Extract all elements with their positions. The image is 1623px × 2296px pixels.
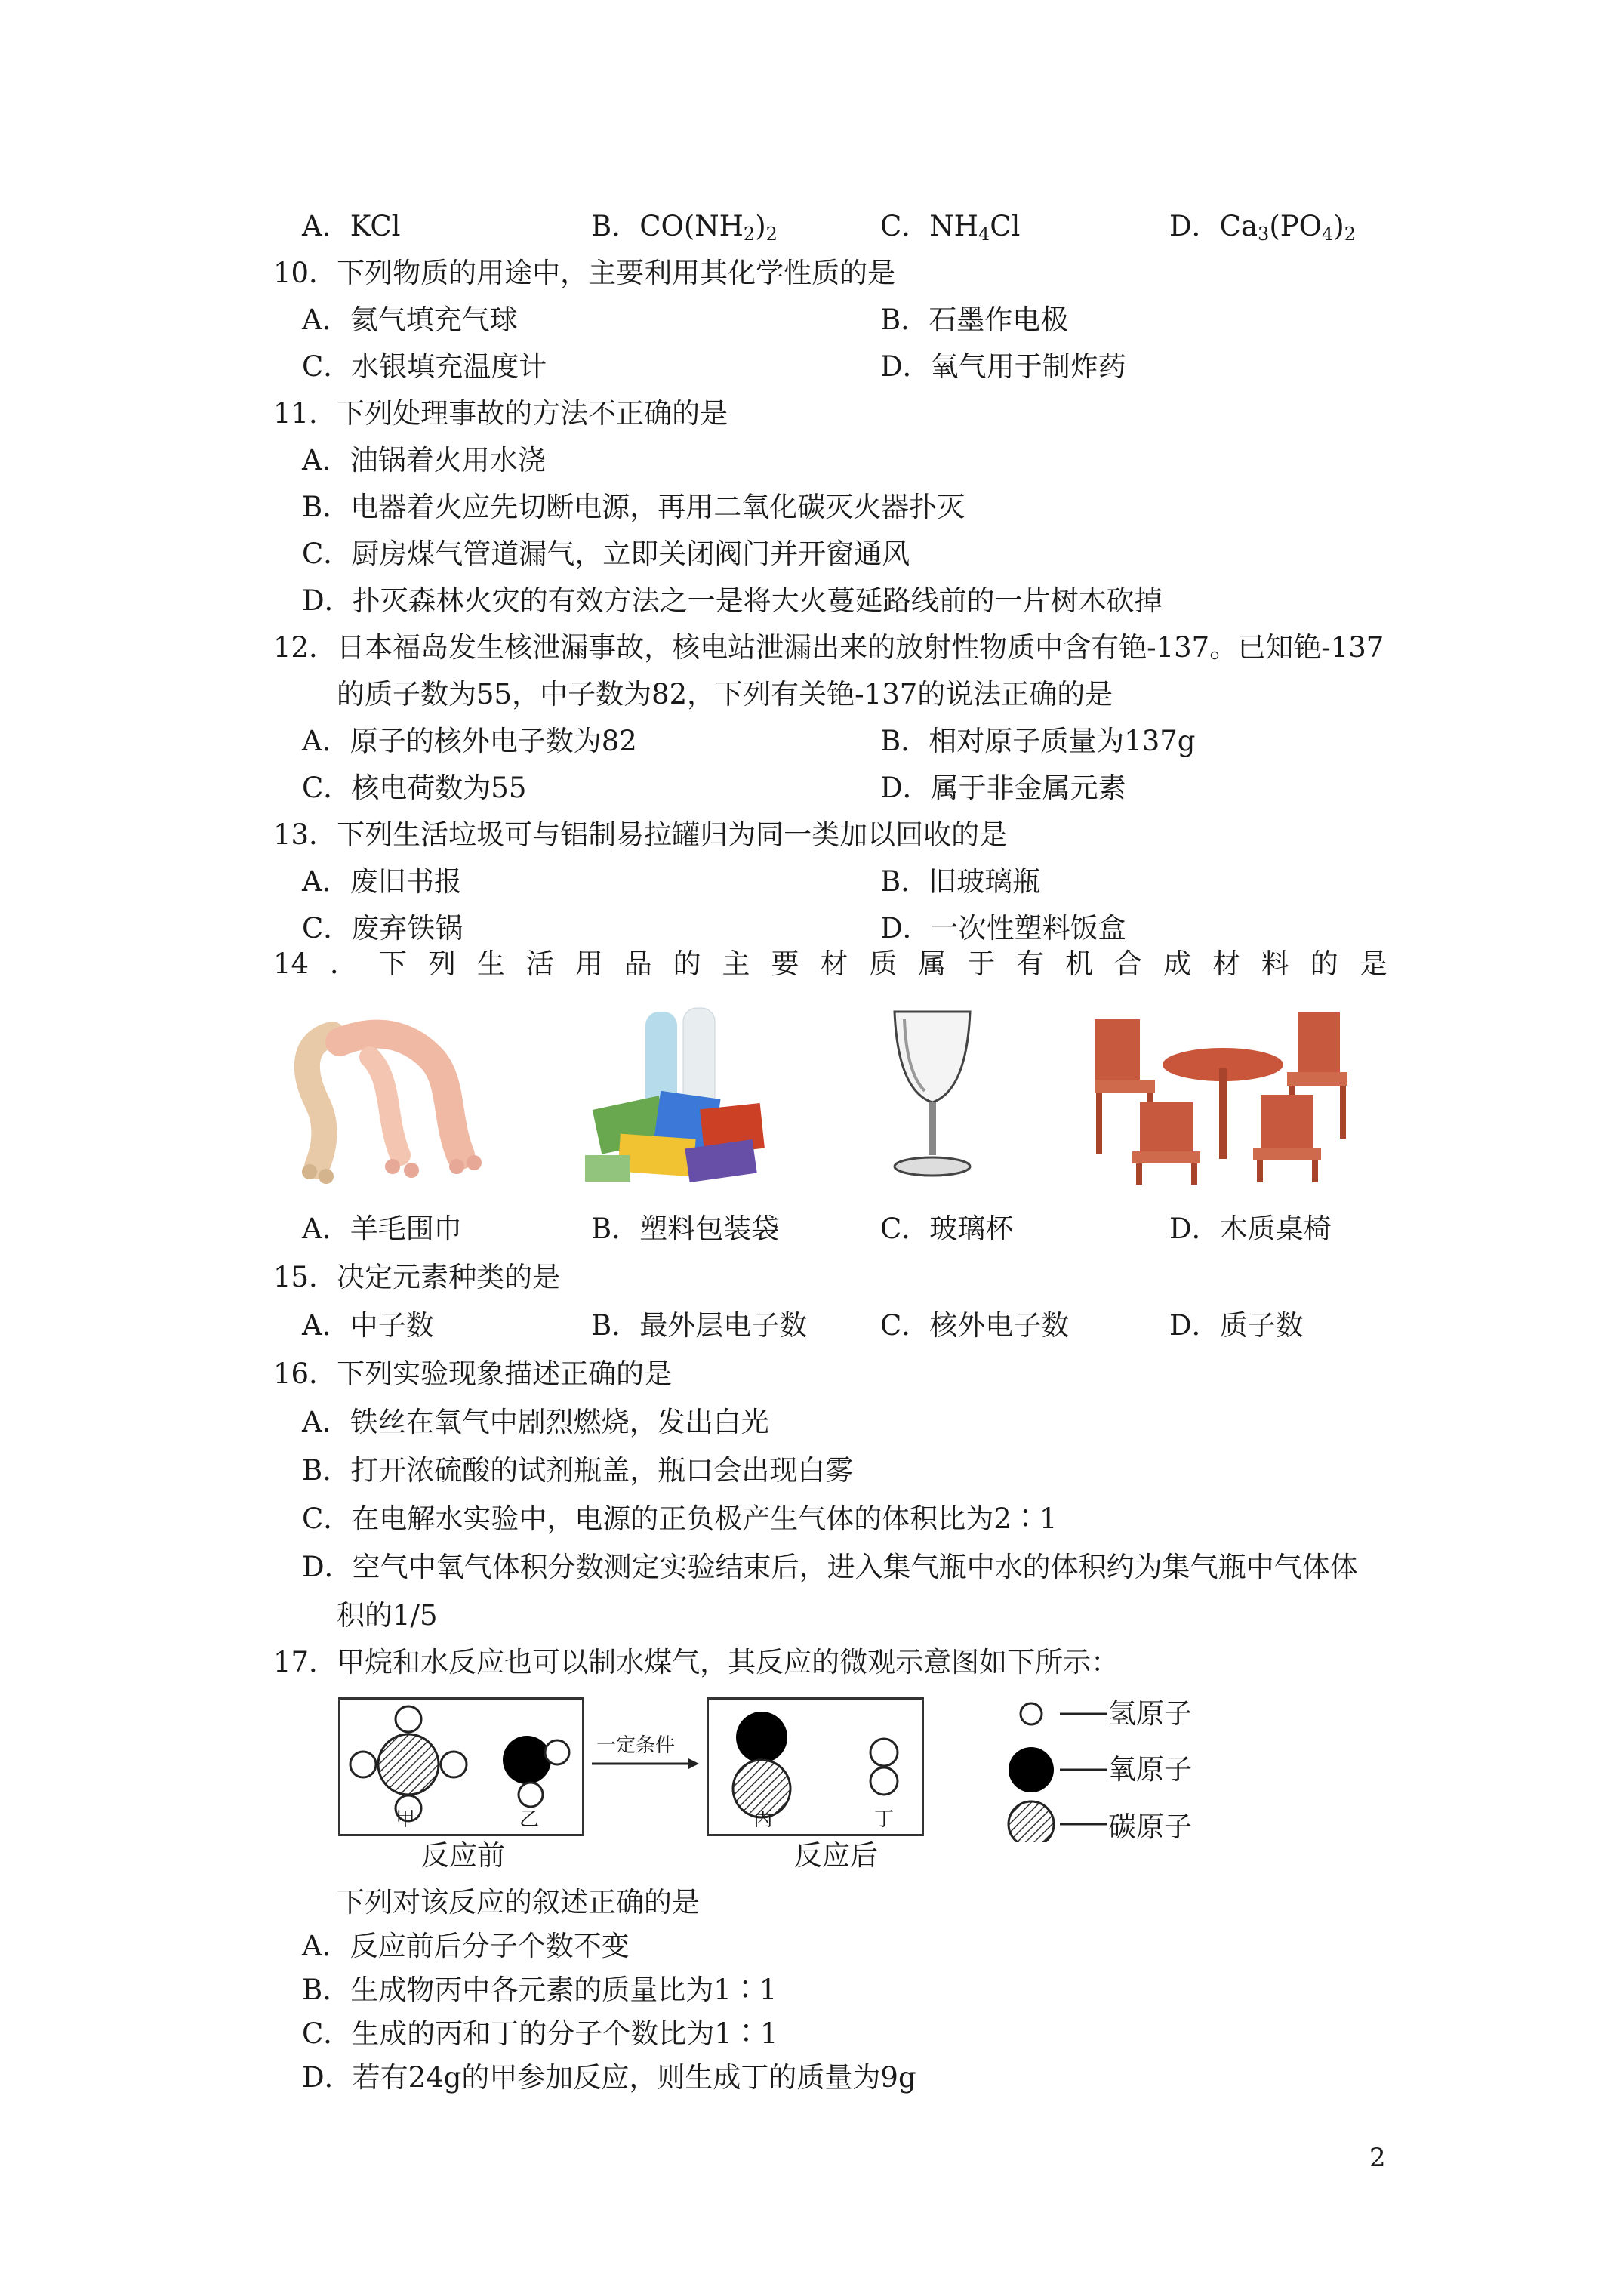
- wool-scarf-image: [287, 1012, 491, 1185]
- q14-char: 材: [1212, 948, 1240, 980]
- q15-option-b: B．最外层电子数: [591, 1309, 808, 1342]
- q14-char: 合: [1114, 948, 1143, 980]
- q14-char: 质: [869, 948, 898, 980]
- q14-char: 成: [1163, 948, 1191, 980]
- q14-char: 品: [624, 948, 652, 980]
- carbon-legend-icon: [1009, 1801, 1054, 1842]
- q16-option-d-line2: 积的1/5: [337, 1599, 438, 1632]
- q17-stem: 17．甲烷和水反应也可以制水煤气，其反应的微观示意图如下所示：: [273, 1646, 1119, 1678]
- label-yi: 乙: [519, 1808, 540, 1831]
- oxygen-atom: [736, 1712, 787, 1763]
- q14-char: 用: [574, 948, 603, 980]
- q12-stem-line1: 12．日本福岛发生核泄漏事故，核电站泄漏出来的放射性物质中含有铯-137。已知铯-137: [273, 631, 1384, 664]
- q16-option-c: C．在电解水实验中，电源的正负极产生气体的体积比为2∶1: [302, 1502, 1058, 1535]
- label-jia: 甲: [396, 1808, 416, 1831]
- q9-option-b: B．$CO(NH_2)_2$: [591, 210, 778, 245]
- q16-option-a: A．铁丝在氧气中剧烈燃烧，发出白光: [302, 1406, 769, 1438]
- q17-option-b: B．生成物丙中各元素的质量比为1∶1: [302, 1974, 778, 2006]
- q14-char: 主: [722, 948, 750, 980]
- q14-char: 生: [476, 948, 505, 980]
- q12-option-b: B．相对原子质量为137g: [880, 725, 1196, 757]
- q14-option-b: B．塑料包装袋: [591, 1213, 780, 1245]
- carbon-atom: [378, 1734, 439, 1795]
- q9-option-a: A．KCl: [302, 210, 401, 242]
- oxygen-legend-icon: [1009, 1747, 1054, 1792]
- q17-option-c: C．生成的丙和丁的分子个数比为1∶1: [302, 2017, 778, 2050]
- q14-stem: [273, 945, 1387, 983]
- q13-stem: 13．下列生活垃圾可与铝制易拉罐归为同一类加以回收的是: [273, 818, 1008, 851]
- q17-option-d: D．若有24g的甲参加反应，则生成丁的质量为9g: [302, 2061, 916, 2094]
- q14-char: 属: [918, 948, 947, 980]
- q10-option-c: C．水银填充温度计: [302, 350, 547, 383]
- q14-char: 的: [673, 948, 701, 980]
- q14-option-a: A．羊毛围巾: [302, 1213, 462, 1245]
- q15-option-a: A．中子数: [302, 1309, 434, 1342]
- label-ding: 丁: [874, 1808, 895, 1831]
- q13-option-c: C．废弃铁锅: [302, 912, 463, 945]
- q14-char: 料: [1261, 948, 1289, 980]
- q14-char: 列: [427, 948, 456, 980]
- plastic-bags-image: [574, 1004, 778, 1189]
- q10-option-b: B．石墨作电极: [880, 304, 1069, 336]
- q14-char: 的: [1310, 948, 1338, 980]
- hydrogen-legend-icon: [1021, 1703, 1042, 1724]
- q16-option-b: B．打开浓硫酸的试剂瓶盖，瓶口会出现白雾: [302, 1454, 854, 1487]
- q14-char: 于: [967, 948, 996, 980]
- q14-char: 有: [1016, 948, 1045, 980]
- hydrogen-atom: [870, 1767, 898, 1795]
- q11-option-b: B．电器着火应先切断电源，再用二氧化碳灭火器扑灭: [302, 491, 965, 523]
- q14-option-c: C．玻璃杯: [880, 1213, 1014, 1245]
- label-bing: 丙: [753, 1808, 774, 1831]
- q12-option-c: C．核电荷数为55: [302, 772, 527, 804]
- q14-char: 是: [1359, 948, 1387, 980]
- legend-oxygen: 氧原子: [1108, 1753, 1192, 1786]
- reactants-molecules: [340, 1700, 582, 1834]
- q12-option-d: D．属于非金属元素: [880, 772, 1126, 804]
- q14-char: 活: [525, 948, 554, 980]
- q10-option-d: D．氧气用于制炸药: [880, 350, 1126, 383]
- hydrogen-atom: [545, 1740, 569, 1764]
- reactants-box: [338, 1697, 584, 1836]
- atom-legend-icons: [996, 1691, 1117, 1842]
- q15-option-d: D．质子数: [1169, 1309, 1304, 1342]
- label-before-reaction: 反应前: [421, 1839, 505, 1872]
- oxygen-atom: [503, 1736, 551, 1784]
- q17-sub-stem: 下列对该反应的叙述正确的是: [337, 1886, 700, 1918]
- q10-stem: 10．下列物质的用途中，主要利用其化学性质的是: [273, 257, 896, 289]
- q11-stem: 11．下列处理事故的方法不正确的是: [273, 397, 728, 430]
- glass-cup-image: [883, 1004, 981, 1185]
- hydrogen-atom: [519, 1783, 543, 1807]
- arrow-label: 一定条件: [596, 1734, 676, 1757]
- q13-option-b: B．旧玻璃瓶: [880, 865, 1041, 898]
- hydrogen-atom: [870, 1739, 898, 1766]
- q9-option-d: D．$Ca_3(PO_4)_2$: [1169, 210, 1356, 245]
- q10-option-a: A．氦气填充气球: [302, 304, 518, 336]
- q14-char: 14: [273, 948, 310, 980]
- q14-char: 材: [820, 948, 848, 980]
- page-number: 2: [1369, 2143, 1386, 2173]
- q16-stem: 16．下列实验现象描述正确的是: [273, 1358, 673, 1390]
- q16-option-d-line1: D．空气中氧气体积分数测定实验结束后，进入集气瓶中水的体积约为集气瓶中气体体: [302, 1551, 1358, 1583]
- q15-stem: 15．决定元素种类的是: [273, 1261, 561, 1293]
- reaction-arrow-icon: [589, 1756, 702, 1771]
- legend-hydrogen: 氢原子: [1108, 1697, 1192, 1730]
- q9-option-c: C．$NH_4Cl$: [880, 210, 1021, 245]
- wooden-table-chairs-image: [1087, 997, 1359, 1185]
- q17-option-a: A．反应前后分子个数不变: [302, 1930, 630, 1962]
- q13-option-a: A．废旧书报: [302, 865, 462, 898]
- q14-char: 要: [771, 948, 799, 980]
- q14-char: 下: [378, 948, 407, 980]
- q11-option-a: A．油锅着火用水浇: [302, 444, 546, 476]
- q11-option-c: C．厨房煤气管道漏气，立即关闭阀门并开窗通风: [302, 538, 910, 570]
- q14-char: 机: [1065, 948, 1094, 980]
- q15-option-c: C．核外电子数: [880, 1309, 1070, 1342]
- q11-option-d: D．扑灭森林火灾的有效方法之一是将大火蔓延路线前的一片树木砍掉: [302, 584, 1163, 617]
- q13-option-d: D．一次性塑料饭盒: [880, 912, 1126, 945]
- q12-option-a: A．原子的核外电子数为82: [302, 725, 637, 757]
- label-after-reaction: 反应后: [794, 1839, 878, 1872]
- hydrogen-atom: [396, 1706, 421, 1732]
- q14-option-d: D．木质桌椅: [1169, 1213, 1332, 1245]
- q14-char: ．: [330, 948, 359, 980]
- hydrogen-atom: [441, 1752, 467, 1777]
- legend-carbon: 碳原子: [1108, 1811, 1192, 1843]
- hydrogen-atom: [350, 1752, 376, 1777]
- q12-stem-line2: 的质子数为55，中子数为82，下列有关铯-137的说法正确的是: [337, 678, 1113, 710]
